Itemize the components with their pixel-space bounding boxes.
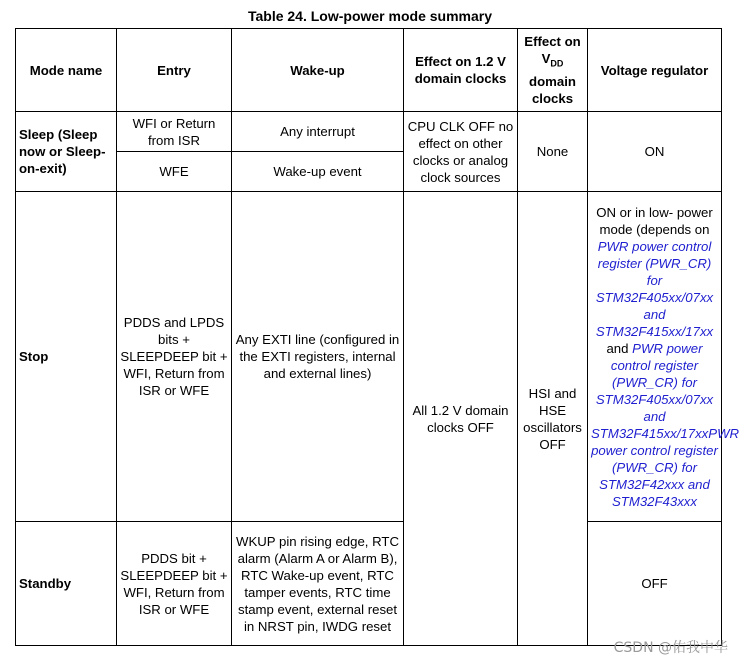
- standby-entry: PDDS bit + SLEEPDEEP bit + WFI, Return from ISR or WFE: [117, 522, 232, 646]
- header-row: [16, 29, 722, 112]
- sleep-entry-wfi: WFI or Return from ISR: [117, 112, 232, 152]
- sleep-wakeup-event: Wake-up event: [232, 152, 404, 192]
- stop-standby-effect-12v: All 1.2 V domain clocks OFF: [404, 192, 518, 646]
- sleep-effect-12v: CPU CLK OFF no effect on other clocks or analog clock sources: [404, 112, 518, 192]
- standby-wakeup: WKUP pin rising edge, RTC alarm (Alarm A or Alarm B), RTC Wake-up event, RTC tamper events, RTC time stamp event, external reset in NRST pin, IWDG reset: [232, 522, 404, 646]
- header-effect-12v-line2: domain clocks: [414, 71, 507, 86]
- header-effect-12v-line1: Effect on 1.2 V: [415, 54, 506, 69]
- header-effect-vdd-sub: DD: [550, 58, 564, 69]
- sleep-wakeup-interrupt: Any interrupt: [232, 112, 404, 152]
- table-row-standby: [16, 522, 722, 646]
- header-wakeup: Wake-up: [232, 29, 404, 112]
- watermark: CSDN @佑我中华: [613, 640, 728, 656]
- sleep-effect-vdd: None: [518, 112, 588, 192]
- header-voltage-regulator: Voltage regulator: [588, 29, 722, 112]
- stop-wakeup: Any EXTI line (configured in the EXTI registers, internal and external lines): [232, 192, 404, 522]
- table-row-sleep-1: [16, 112, 722, 152]
- header-effect-vdd-suffix: domain clocks: [529, 73, 576, 106]
- stop-regulator-link-2[interactable]: PWR power control register (PWR_CR) for STM32F405xx/07xx and STM32F415xx/17xxPWR power control register (PWR_CR) for STM32F42xxx and STM32F43xxx: [591, 340, 740, 509]
- stop-entry: PDDS and LPDS bits + SLEEPDEEP bit + WFI, Return from ISR or WFE: [117, 192, 232, 522]
- table-row-stop: [16, 192, 722, 522]
- header-effect-vdd-prefix: Effect on: [524, 34, 581, 50]
- stop-voltage-regulator: [588, 192, 740, 522]
- stop-regulator-intro: ON or in low- power mode (depends on: [596, 204, 713, 237]
- low-power-mode-table: [15, 28, 740, 646]
- table-caption: Table 24. Low-power mode summary: [247, 8, 493, 24]
- sleep-voltage-regulator: ON: [588, 112, 722, 192]
- header-entry: Entry: [117, 29, 232, 112]
- standby-mode-name: Standby: [16, 522, 117, 646]
- stop-regulator-link-1[interactable]: PWR power control register (PWR_CR) for STM32F405xx/07xx and STM32F415xx/17xx: [595, 238, 714, 339]
- header-effect-vdd-v: V: [541, 51, 551, 67]
- stop-mode-name: Stop: [16, 192, 117, 522]
- standby-voltage-regulator: OFF: [588, 522, 722, 646]
- header-effect-vdd: [518, 29, 588, 112]
- stop-regulator-and: and: [606, 340, 629, 356]
- sleep-mode-name: Sleep (Sleep now or Sleep-on-exit): [16, 112, 117, 192]
- header-effect-12v: [404, 29, 518, 112]
- header-mode-name: Mode name: [16, 29, 117, 112]
- sleep-entry-wfe: WFE: [117, 152, 232, 192]
- stop-standby-effect-vdd: HSI and HSE oscillators OFF: [518, 192, 588, 646]
